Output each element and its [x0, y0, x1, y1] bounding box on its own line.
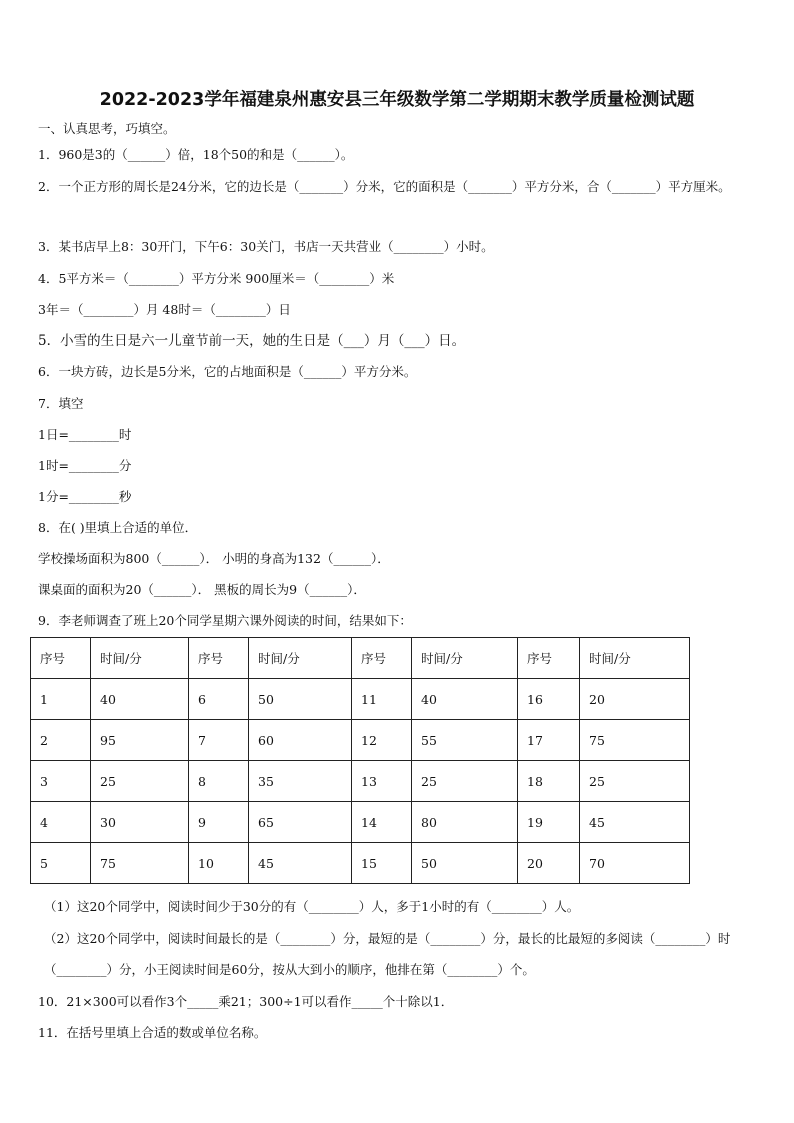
- table-header-cell: 序号: [518, 638, 580, 679]
- question-1: 1．960是3的（______）倍，18个50的和是（______）。: [38, 147, 354, 162]
- page-title: 2022-2023学年福建泉州惠安县三年级数学第二学期期末教学质量检测试题: [99, 90, 695, 110]
- table-cell: 55: [412, 720, 518, 761]
- question-9-part-1: （1）这20个同学中，阅读时间少于30分的有（________）人，多于1小时的有（________）人。: [44, 899, 580, 914]
- table-header-cell: 时间/分: [249, 638, 352, 679]
- table-cell: 8: [189, 761, 249, 802]
- question-7-item-3: 1分=________秒: [38, 489, 132, 504]
- table-header-cell: 序号: [189, 638, 249, 679]
- question-8: 8．在( )里填上合适的单位．: [38, 520, 198, 535]
- table-cell: 40: [91, 679, 189, 720]
- table-cell: 11: [352, 679, 412, 720]
- table-cell: 1: [31, 679, 91, 720]
- table-row: [31, 802, 690, 843]
- table-cell: 19: [518, 802, 580, 843]
- question-11: 11．在括号里填上合适的数或单位名称。: [38, 1025, 267, 1040]
- table-cell: 45: [580, 802, 690, 843]
- table-header-cell: 序号: [352, 638, 412, 679]
- table-header-cell: 时间/分: [412, 638, 518, 679]
- table-cell: 3: [31, 761, 91, 802]
- table-cell: 18: [518, 761, 580, 802]
- table-cell: 12: [352, 720, 412, 761]
- table-header-cell: 时间/分: [580, 638, 690, 679]
- table-cell: 25: [580, 761, 690, 802]
- table-cell: 15: [352, 843, 412, 884]
- table-cell: 75: [91, 843, 189, 884]
- table-cell: 16: [518, 679, 580, 720]
- question-7-item-1: 1日=________时: [38, 427, 132, 442]
- table-row: [31, 720, 690, 761]
- table-header-row: [31, 638, 690, 679]
- table-cell: 20: [580, 679, 690, 720]
- question-3: 3．某书店早上8：30开门，下午6：30关门，书店一天共营业（________）小时。: [38, 239, 494, 254]
- question-6: 6．一块方砖，边长是5分米，它的占地面积是（______）平方分米。: [38, 364, 417, 379]
- table-cell: 6: [189, 679, 249, 720]
- table-cell: 95: [91, 720, 189, 761]
- table-row: [31, 761, 690, 802]
- table-cell: 25: [412, 761, 518, 802]
- question-4-line-1: 4．5平方米＝（________）平方分米 900厘米＝（________）米: [38, 271, 395, 286]
- table-cell: 13: [352, 761, 412, 802]
- table-cell: 17: [518, 720, 580, 761]
- question-9: 9．李老师调查了班上20个同学星期六课外阅读的时间，结果如下：: [38, 613, 412, 628]
- section-heading: 一、认真思考，巧填空。: [38, 121, 176, 136]
- table-cell: 75: [580, 720, 690, 761]
- table-cell: 4: [31, 802, 91, 843]
- table-cell: 60: [249, 720, 352, 761]
- table-cell: 65: [249, 802, 352, 843]
- table-cell: 7: [189, 720, 249, 761]
- table-row: [31, 679, 690, 720]
- table-header-cell: 时间/分: [91, 638, 189, 679]
- question-7: 7．填空: [38, 396, 84, 411]
- table-cell: 20: [518, 843, 580, 884]
- question-9-part-2: （2）这20个同学中，阅读时间最长的是（________）分，最短的是（________）分，最长的比最短的多阅读（________）时（________）分，小王阅读时间是60分，按从大到小的顺序，他排在第（________）个。: [44, 931, 731, 977]
- table-cell: 45: [249, 843, 352, 884]
- table-cell: 35: [249, 761, 352, 802]
- table-cell: 25: [91, 761, 189, 802]
- question-10: 10．21×300可以看作3个_____乘21；300÷1可以看作_____个十除以1．: [38, 994, 454, 1009]
- table-cell: 14: [352, 802, 412, 843]
- table-cell: 5: [31, 843, 91, 884]
- table-cell: 70: [580, 843, 690, 884]
- table-cell: 9: [189, 802, 249, 843]
- table-cell: 50: [412, 843, 518, 884]
- table-header-cell: 序号: [31, 638, 91, 679]
- question-4-line-2: 3年＝（________）月 48时＝（________）日: [38, 302, 291, 317]
- table-cell: 50: [249, 679, 352, 720]
- reading-time-table: [30, 637, 690, 884]
- question-8-line-1: 学校操场面积为800（______）． 小明的身高为132（______）．: [38, 551, 390, 566]
- table-cell: 30: [91, 802, 189, 843]
- table-row: [31, 843, 690, 884]
- question-5: 5．小雪的生日是六一儿童节前一天，她的生日是（___）月（___）日。: [38, 333, 466, 349]
- question-8-line-2: 课桌面的面积为20（______）． 黑板的周长为9（______）．: [38, 582, 366, 597]
- table-cell: 40: [412, 679, 518, 720]
- table-cell: 2: [31, 720, 91, 761]
- question-7-item-2: 1时=________分: [38, 458, 132, 473]
- table-cell: 10: [189, 843, 249, 884]
- table-cell: 80: [412, 802, 518, 843]
- question-2: 2．一个正方形的周长是24分米，它的边长是（_______）分米，它的面积是（_______）平方分米，合（_______）平方厘米。: [38, 179, 731, 194]
